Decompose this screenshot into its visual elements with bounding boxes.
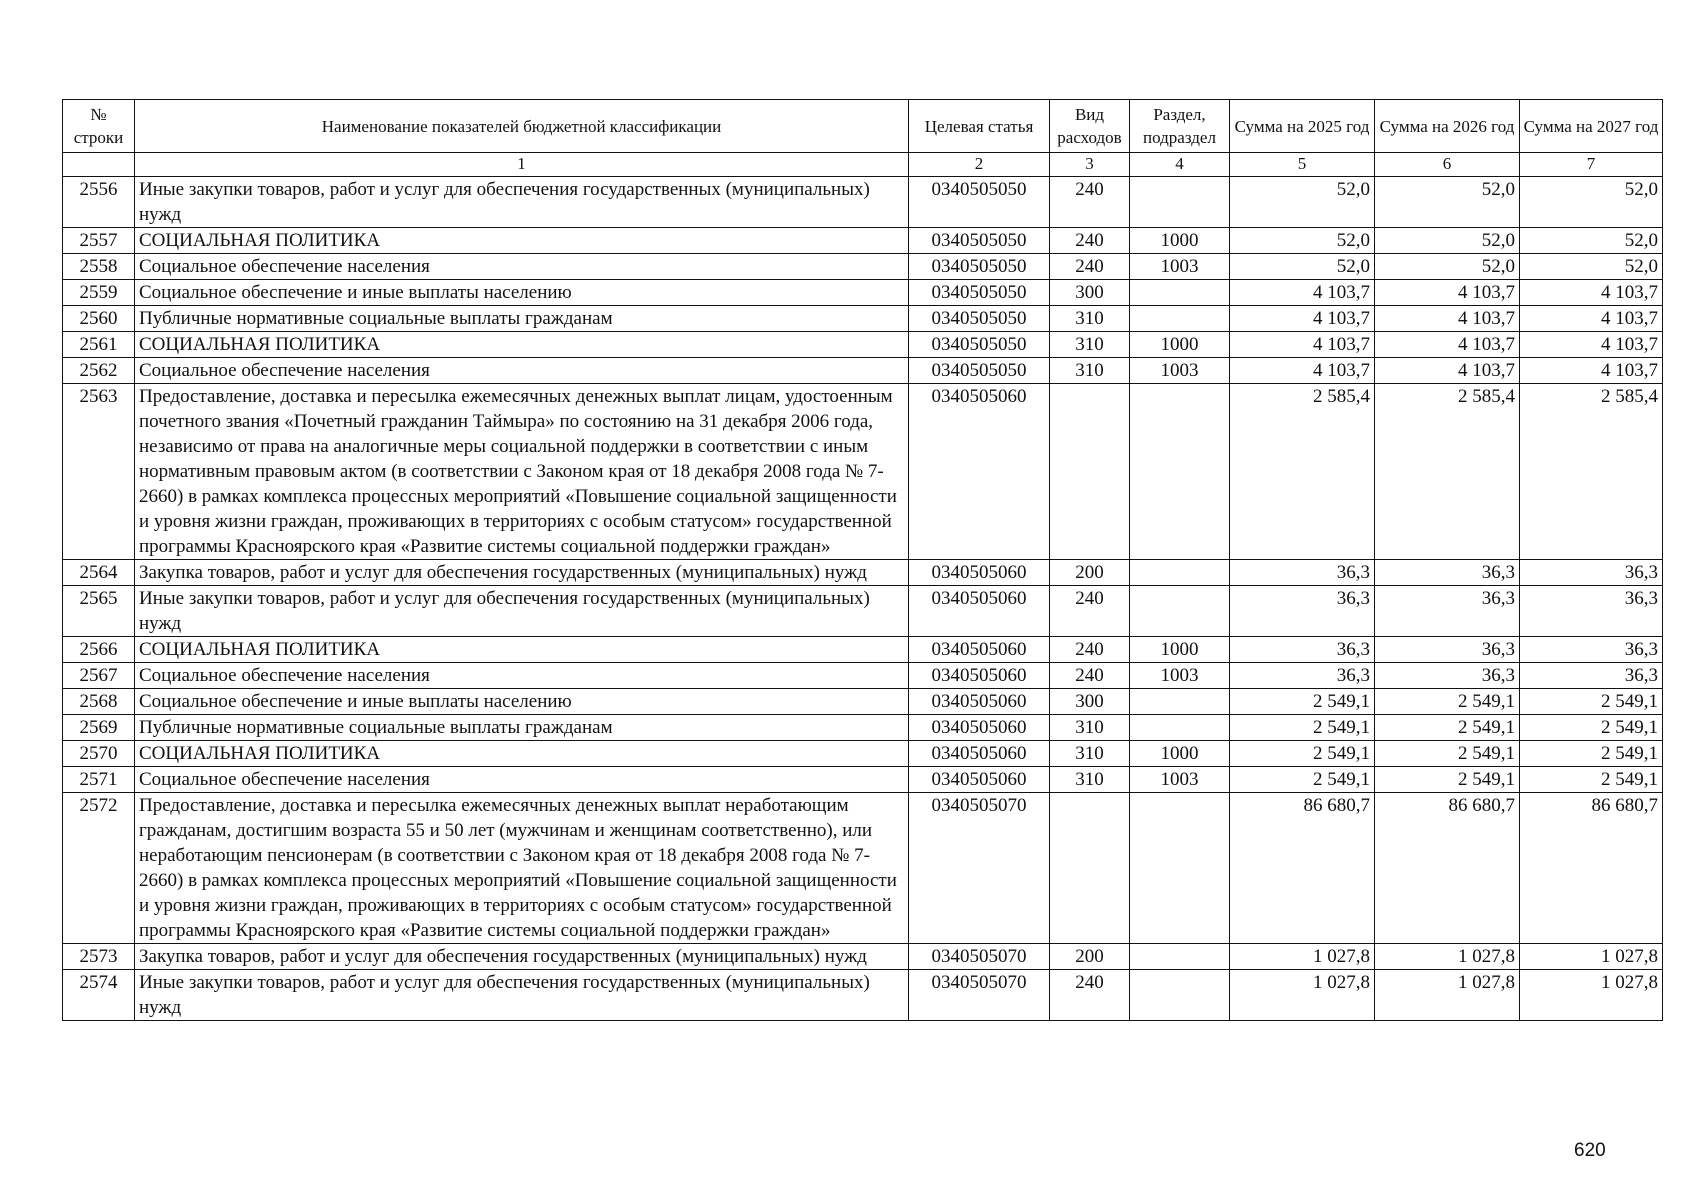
row-number: 2558 bbox=[63, 254, 135, 280]
row-sum-2026: 36,3 bbox=[1375, 586, 1520, 637]
column-number: 4 bbox=[1130, 153, 1230, 177]
row-expense-type: 240 bbox=[1050, 970, 1130, 1021]
row-section: 1000 bbox=[1130, 228, 1230, 254]
row-section bbox=[1130, 384, 1230, 560]
row-name: Закупка товаров, работ и услуг для обеспечения государственных (муниципальных) нужд bbox=[135, 944, 909, 970]
row-target-article: 0340505050 bbox=[909, 332, 1050, 358]
table-row bbox=[63, 560, 1663, 586]
header-sum-2027: Сумма на 2027 год bbox=[1520, 100, 1663, 153]
row-sum-2027: 52,0 bbox=[1520, 254, 1663, 280]
row-target-article: 0340505050 bbox=[909, 280, 1050, 306]
row-expense-type: 310 bbox=[1050, 715, 1130, 741]
page-number: 620 bbox=[1574, 1140, 1606, 1161]
row-name: Предоставление, доставка и пересылка ежемесячных денежных выплат неработающим гражданам, достигшим возраста 55 и 50 лет (мужчинам и женщинам соответственно), или неработающим пенсионерам (в соответствии с Законом края от 18 декабря 2008 года № 7-2660) в рамках комплекса процессных мероприятий «Повышение социальной защищенности и уровня жизни граждан, проживающих в территориях с особым статусом» государственной программы Красноярского края «Развитие системы социальной поддержки граждан» bbox=[135, 793, 909, 944]
row-expense-type: 240 bbox=[1050, 254, 1130, 280]
row-section bbox=[1130, 793, 1230, 944]
row-number: 2563 bbox=[63, 384, 135, 560]
row-number: 2565 bbox=[63, 586, 135, 637]
row-sum-2026: 36,3 bbox=[1375, 560, 1520, 586]
row-sum-2026: 4 103,7 bbox=[1375, 280, 1520, 306]
row-number: 2567 bbox=[63, 663, 135, 689]
row-number: 2569 bbox=[63, 715, 135, 741]
row-sum-2025: 52,0 bbox=[1230, 177, 1375, 228]
row-number: 2568 bbox=[63, 689, 135, 715]
row-target-article: 0340505070 bbox=[909, 944, 1050, 970]
row-section: 1000 bbox=[1130, 741, 1230, 767]
header-row bbox=[63, 100, 1663, 153]
row-sum-2026: 1 027,8 bbox=[1375, 970, 1520, 1021]
row-target-article: 0340505050 bbox=[909, 228, 1050, 254]
row-sum-2026: 4 103,7 bbox=[1375, 306, 1520, 332]
row-name: Социальное обеспечение населения bbox=[135, 254, 909, 280]
table-row bbox=[63, 944, 1663, 970]
row-sum-2025: 52,0 bbox=[1230, 228, 1375, 254]
table-row bbox=[63, 637, 1663, 663]
row-sum-2027: 2 585,4 bbox=[1520, 384, 1663, 560]
row-expense-type: 240 bbox=[1050, 637, 1130, 663]
row-sum-2026: 2 585,4 bbox=[1375, 384, 1520, 560]
row-name: СОЦИАЛЬНАЯ ПОЛИТИКА bbox=[135, 228, 909, 254]
row-sum-2026: 52,0 bbox=[1375, 254, 1520, 280]
header-row-number: № строки bbox=[63, 100, 135, 153]
row-section bbox=[1130, 944, 1230, 970]
row-section bbox=[1130, 306, 1230, 332]
header-sum-2026: Сумма на 2026 год bbox=[1375, 100, 1520, 153]
row-number: 2570 bbox=[63, 741, 135, 767]
table-row bbox=[63, 358, 1663, 384]
row-sum-2026: 2 549,1 bbox=[1375, 689, 1520, 715]
table-row bbox=[63, 793, 1663, 944]
row-section: 1003 bbox=[1130, 663, 1230, 689]
row-sum-2027: 2 549,1 bbox=[1520, 741, 1663, 767]
row-number: 2573 bbox=[63, 944, 135, 970]
row-sum-2027: 36,3 bbox=[1520, 560, 1663, 586]
row-section bbox=[1130, 689, 1230, 715]
header-section: Раздел, подраздел bbox=[1130, 100, 1230, 153]
row-number: 2559 bbox=[63, 280, 135, 306]
row-expense-type: 310 bbox=[1050, 741, 1130, 767]
row-section bbox=[1130, 586, 1230, 637]
row-target-article: 0340505060 bbox=[909, 663, 1050, 689]
row-section bbox=[1130, 715, 1230, 741]
row-sum-2025: 1 027,8 bbox=[1230, 970, 1375, 1021]
row-number: 2560 bbox=[63, 306, 135, 332]
row-sum-2026: 36,3 bbox=[1375, 663, 1520, 689]
row-sum-2025: 2 585,4 bbox=[1230, 384, 1375, 560]
row-name: Социальное обеспечение и иные выплаты населению bbox=[135, 689, 909, 715]
row-sum-2025: 86 680,7 bbox=[1230, 793, 1375, 944]
table-row bbox=[63, 332, 1663, 358]
row-expense-type: 240 bbox=[1050, 586, 1130, 637]
row-expense-type: 310 bbox=[1050, 332, 1130, 358]
row-number: 2574 bbox=[63, 970, 135, 1021]
row-sum-2025: 36,3 bbox=[1230, 586, 1375, 637]
row-sum-2027: 4 103,7 bbox=[1520, 358, 1663, 384]
column-number: 5 bbox=[1230, 153, 1375, 177]
row-sum-2027: 1 027,8 bbox=[1520, 970, 1663, 1021]
row-expense-type bbox=[1050, 793, 1130, 944]
row-sum-2027: 4 103,7 bbox=[1520, 306, 1663, 332]
row-name: Иные закупки товаров, работ и услуг для обеспечения государственных (муниципальных) нужд bbox=[135, 970, 909, 1021]
row-name: СОЦИАЛЬНАЯ ПОЛИТИКА bbox=[135, 332, 909, 358]
row-name: Публичные нормативные социальные выплаты гражданам bbox=[135, 306, 909, 332]
row-expense-type: 300 bbox=[1050, 280, 1130, 306]
row-section: 1003 bbox=[1130, 254, 1230, 280]
column-number bbox=[63, 153, 135, 177]
row-sum-2027: 1 027,8 bbox=[1520, 944, 1663, 970]
row-number: 2566 bbox=[63, 637, 135, 663]
table-row bbox=[63, 741, 1663, 767]
row-sum-2026: 4 103,7 bbox=[1375, 332, 1520, 358]
row-name: Иные закупки товаров, работ и услуг для обеспечения государственных (муниципальных) нужд bbox=[135, 586, 909, 637]
row-name: Закупка товаров, работ и услуг для обеспечения государственных (муниципальных) нужд bbox=[135, 560, 909, 586]
row-sum-2027: 36,3 bbox=[1520, 663, 1663, 689]
row-expense-type: 240 bbox=[1050, 228, 1130, 254]
column-number: 7 bbox=[1520, 153, 1663, 177]
row-sum-2025: 36,3 bbox=[1230, 560, 1375, 586]
table-row bbox=[63, 767, 1663, 793]
row-number: 2561 bbox=[63, 332, 135, 358]
row-sum-2025: 36,3 bbox=[1230, 663, 1375, 689]
row-expense-type: 200 bbox=[1050, 560, 1130, 586]
row-number: 2562 bbox=[63, 358, 135, 384]
column-number: 2 bbox=[909, 153, 1050, 177]
table-row bbox=[63, 384, 1663, 560]
row-sum-2025: 2 549,1 bbox=[1230, 715, 1375, 741]
row-sum-2027: 2 549,1 bbox=[1520, 715, 1663, 741]
row-name: Социальное обеспечение населения bbox=[135, 767, 909, 793]
row-section bbox=[1130, 177, 1230, 228]
column-number: 1 bbox=[135, 153, 909, 177]
table-row bbox=[63, 970, 1663, 1021]
row-target-article: 0340505060 bbox=[909, 689, 1050, 715]
row-sum-2026: 1 027,8 bbox=[1375, 944, 1520, 970]
row-expense-type: 310 bbox=[1050, 306, 1130, 332]
row-name: Социальное обеспечение и иные выплаты населению bbox=[135, 280, 909, 306]
row-section bbox=[1130, 970, 1230, 1021]
row-section bbox=[1130, 280, 1230, 306]
row-expense-type bbox=[1050, 384, 1130, 560]
row-target-article: 0340505060 bbox=[909, 715, 1050, 741]
row-sum-2025: 2 549,1 bbox=[1230, 767, 1375, 793]
row-sum-2027: 2 549,1 bbox=[1520, 689, 1663, 715]
row-name: Иные закупки товаров, работ и услуг для обеспечения государственных (муниципальных) нужд bbox=[135, 177, 909, 228]
table-body bbox=[63, 177, 1663, 1021]
row-sum-2026: 52,0 bbox=[1375, 228, 1520, 254]
row-target-article: 0340505060 bbox=[909, 384, 1050, 560]
row-target-article: 0340505060 bbox=[909, 560, 1050, 586]
row-number: 2557 bbox=[63, 228, 135, 254]
row-sum-2025: 36,3 bbox=[1230, 637, 1375, 663]
table-row bbox=[63, 254, 1663, 280]
row-target-article: 0340505050 bbox=[909, 306, 1050, 332]
column-numbers-row bbox=[63, 153, 1663, 177]
row-name: СОЦИАЛЬНАЯ ПОЛИТИКА bbox=[135, 741, 909, 767]
row-number: 2556 bbox=[63, 177, 135, 228]
row-sum-2025: 1 027,8 bbox=[1230, 944, 1375, 970]
row-sum-2026: 2 549,1 bbox=[1375, 741, 1520, 767]
header-target-article: Целевая статья bbox=[909, 100, 1050, 153]
row-number: 2564 bbox=[63, 560, 135, 586]
table-row bbox=[63, 280, 1663, 306]
row-section: 1000 bbox=[1130, 332, 1230, 358]
row-sum-2025: 4 103,7 bbox=[1230, 332, 1375, 358]
row-sum-2026: 2 549,1 bbox=[1375, 767, 1520, 793]
row-expense-type: 240 bbox=[1050, 177, 1130, 228]
row-sum-2027: 86 680,7 bbox=[1520, 793, 1663, 944]
row-expense-type: 310 bbox=[1050, 767, 1130, 793]
row-target-article: 0340505070 bbox=[909, 970, 1050, 1021]
table-row bbox=[63, 228, 1663, 254]
row-expense-type: 300 bbox=[1050, 689, 1130, 715]
row-name: Публичные нормативные социальные выплаты гражданам bbox=[135, 715, 909, 741]
row-expense-type: 240 bbox=[1050, 663, 1130, 689]
row-target-article: 0340505060 bbox=[909, 637, 1050, 663]
budget-table bbox=[62, 99, 1663, 1021]
table-row bbox=[63, 177, 1663, 228]
table-row bbox=[63, 586, 1663, 637]
row-sum-2025: 4 103,7 bbox=[1230, 306, 1375, 332]
row-name: Предоставление, доставка и пересылка ежемесячных денежных выплат лицам, удостоенным почетного звания «Почетный гражданин Таймыра» по состоянию на 31 декабря 2006 года, независимо от права на аналогичные меры социальной поддержки в соответствии с иным нормативным правовым актом (в соответствии с Законом края от 18 декабря 2008 года № 7-2660) в рамках комплекса процессных мероприятий «Повышение социальной защищенности и уровня жизни граждан, проживающих в территориях с особым статусом» государственной программы Красноярского края «Развитие системы социальной поддержки граждан» bbox=[135, 384, 909, 560]
row-section bbox=[1130, 560, 1230, 586]
header-sum-2025: Сумма на 2025 год bbox=[1230, 100, 1375, 153]
column-number: 3 bbox=[1050, 153, 1130, 177]
table-row bbox=[63, 689, 1663, 715]
row-sum-2025: 2 549,1 bbox=[1230, 741, 1375, 767]
row-section: 1003 bbox=[1130, 767, 1230, 793]
row-target-article: 0340505050 bbox=[909, 254, 1050, 280]
row-sum-2027: 4 103,7 bbox=[1520, 332, 1663, 358]
row-sum-2025: 2 549,1 bbox=[1230, 689, 1375, 715]
column-number: 6 bbox=[1375, 153, 1520, 177]
row-sum-2026: 36,3 bbox=[1375, 637, 1520, 663]
row-target-article: 0340505070 bbox=[909, 793, 1050, 944]
row-expense-type: 310 bbox=[1050, 358, 1130, 384]
row-sum-2027: 52,0 bbox=[1520, 228, 1663, 254]
row-sum-2025: 4 103,7 bbox=[1230, 358, 1375, 384]
table-row bbox=[63, 715, 1663, 741]
table-row bbox=[63, 663, 1663, 689]
row-expense-type: 200 bbox=[1050, 944, 1130, 970]
row-section: 1003 bbox=[1130, 358, 1230, 384]
row-target-article: 0340505050 bbox=[909, 358, 1050, 384]
table-row bbox=[63, 306, 1663, 332]
row-sum-2026: 2 549,1 bbox=[1375, 715, 1520, 741]
row-target-article: 0340505050 bbox=[909, 177, 1050, 228]
row-sum-2026: 86 680,7 bbox=[1375, 793, 1520, 944]
row-number: 2572 bbox=[63, 793, 135, 944]
row-section: 1000 bbox=[1130, 637, 1230, 663]
row-name: СОЦИАЛЬНАЯ ПОЛИТИКА bbox=[135, 637, 909, 663]
row-name: Социальное обеспечение населения bbox=[135, 358, 909, 384]
row-sum-2025: 52,0 bbox=[1230, 254, 1375, 280]
row-target-article: 0340505060 bbox=[909, 586, 1050, 637]
row-sum-2026: 4 103,7 bbox=[1375, 358, 1520, 384]
row-target-article: 0340505060 bbox=[909, 741, 1050, 767]
row-target-article: 0340505060 bbox=[909, 767, 1050, 793]
header-indicator-name: Наименование показателей бюджетной классификации bbox=[135, 100, 909, 153]
row-number: 2571 bbox=[63, 767, 135, 793]
row-name: Социальное обеспечение населения bbox=[135, 663, 909, 689]
header-expense-type: Вид расходов bbox=[1050, 100, 1130, 153]
row-sum-2027: 52,0 bbox=[1520, 177, 1663, 228]
row-sum-2026: 52,0 bbox=[1375, 177, 1520, 228]
row-sum-2027: 36,3 bbox=[1520, 637, 1663, 663]
row-sum-2027: 4 103,7 bbox=[1520, 280, 1663, 306]
row-sum-2027: 36,3 bbox=[1520, 586, 1663, 637]
row-sum-2027: 2 549,1 bbox=[1520, 767, 1663, 793]
row-sum-2025: 4 103,7 bbox=[1230, 280, 1375, 306]
